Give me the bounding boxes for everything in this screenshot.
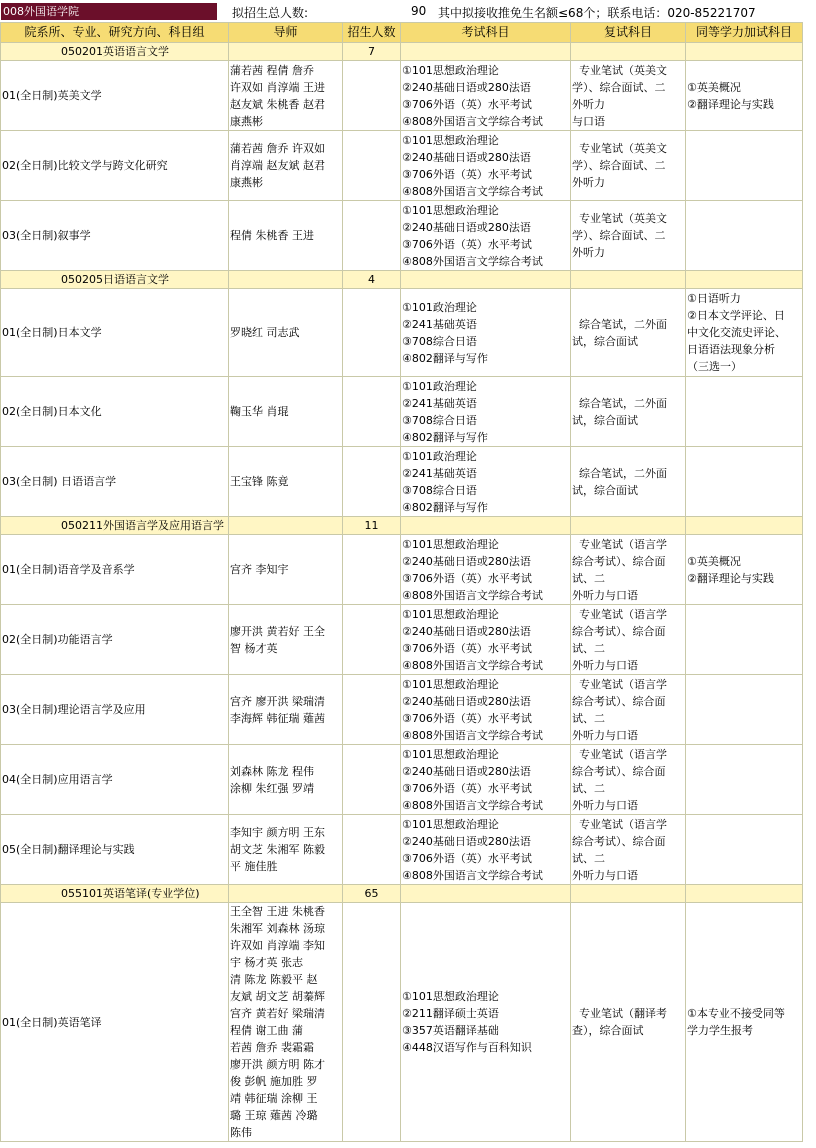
- extra-subjects: [686, 201, 803, 271]
- empty-cell: [229, 885, 343, 903]
- direction-name: 03(全日制) 日语语言学: [1, 447, 229, 517]
- reexam-subjects: 专业笔试（英美文 学）、综合面试、二 外听力: [571, 131, 686, 201]
- empty-cell: [343, 675, 401, 745]
- exam-subjects: ①101政治理论 ②241基础英语 ③708综合日语 ④802翻译与写作: [401, 377, 571, 447]
- empty-cell: [343, 535, 401, 605]
- direction-name: 03(全日制)理论语言学及应用: [1, 675, 229, 745]
- empty-cell: [343, 447, 401, 517]
- extra-subjects: [686, 377, 803, 447]
- exam-subjects: ①101思想政治理论 ②240基础日语或280法语 ③706外语（英）水平考试 ④808外国语言文学综合考试: [401, 201, 571, 271]
- major-row: [1, 271, 803, 289]
- table-body: [1, 43, 803, 1142]
- direction-row: [1, 289, 803, 377]
- extra-subjects: [686, 815, 803, 885]
- empty-cell: [401, 885, 571, 903]
- direction-name: 02(全日制)日本文化: [1, 377, 229, 447]
- direction-row: [1, 903, 803, 1142]
- direction-row: [1, 605, 803, 675]
- empty-cell: [571, 271, 686, 289]
- reexam-subjects: 专业笔试（翻译考 查），综合面试: [571, 903, 686, 1142]
- reexam-subjects: 专业笔试（语言学 综合考试）、综合面 试、二 外听力与口语: [571, 605, 686, 675]
- empty-cell: [229, 517, 343, 535]
- major-row: [1, 517, 803, 535]
- empty-cell: [401, 517, 571, 535]
- exam-subjects: ①101思想政治理论 ②240基础日语或280法语 ③706外语（英）水平考试 ④808外国语言文学综合考试: [401, 605, 571, 675]
- reexam-subjects: 综合笔试，二外面 试，综合面试: [571, 377, 686, 447]
- extra-subjects: [686, 131, 803, 201]
- direction-row: [1, 201, 803, 271]
- col-header-quota: 招生人数: [343, 23, 401, 43]
- empty-cell: [686, 885, 803, 903]
- major-quota: 4: [343, 271, 401, 289]
- direction-row: [1, 535, 803, 605]
- major-code: 050211外国语言学及应用语言学: [1, 517, 229, 535]
- tutor-list: 宫齐 李知宇: [229, 535, 343, 605]
- major-quota: 11: [343, 517, 401, 535]
- empty-cell: [343, 745, 401, 815]
- extra-subjects: ①日语听力 ②日本文学评论、日 中文化交流史评论、 日语语法现象分析 （三选一）: [686, 289, 803, 377]
- tutor-list: 罗晓红 司志武: [229, 289, 343, 377]
- extra-subjects: [686, 447, 803, 517]
- reexam-subjects: 专业笔试（英美文 学）、综合面试、二 外听力: [571, 201, 686, 271]
- exam-subjects: ①101政治理论 ②241基础英语 ③708综合日语 ④802翻译与写作: [401, 289, 571, 377]
- direction-name: 02(全日制)比较文学与跨文化研究: [1, 131, 229, 201]
- col-header-direction: 院系所、专业、研究方向、科目组: [1, 23, 229, 43]
- major-code: 055101英语笔译(专业学位): [1, 885, 229, 903]
- tutor-list: 李知宇 颜方明 王东 胡文芝 朱湘军 陈毅 平 施佳胜: [229, 815, 343, 885]
- empty-cell: [343, 377, 401, 447]
- quota-total: 90: [411, 4, 427, 18]
- direction-name: 02(全日制)功能语言学: [1, 605, 229, 675]
- extra-subjects: [686, 605, 803, 675]
- direction-name: 01(全日制)语音学及音系学: [1, 535, 229, 605]
- tutor-list: 王全智 王进 朱桃香 朱湘军 刘森林 汤琼 许双如 肖淳端 李知 宇 杨才英 张志 清 陈龙 陈毅平 赵 友斌 胡文芝 胡蓁辉 宫齐 黄若好 梁瑞清 程倩 谢工曲 蒲 若茜 詹乔 裴霜霜 廖开洪 颜方明 陈才 俊 彭帆 施加胜 罗 靖 韩征瑞 涂柳 王 璐 王琼 薙茜 冷璐 陈伟: [229, 903, 343, 1142]
- empty-cell: [229, 43, 343, 61]
- exam-subjects: ①101思想政治理论 ②211翻译硕士英语 ③357英语翻译基础 ④448汉语写作与百科知识: [401, 903, 571, 1142]
- direction-row: [1, 815, 803, 885]
- direction-row: [1, 447, 803, 517]
- tutor-list: 鞠玉华 肖琨: [229, 377, 343, 447]
- exam-subjects: ①101思想政治理论 ②240基础日语或280法语 ③706外语（英）水平考试 ④808外国语言文学综合考试: [401, 131, 571, 201]
- tutor-list: 王宝锋 陈竟: [229, 447, 343, 517]
- reexam-subjects: 专业笔试（英美文 学）、综合面试、二 外听力 与口语: [571, 61, 686, 131]
- school-name: 008外国语学院: [1, 3, 217, 20]
- header-row: [1, 23, 803, 43]
- empty-cell: [571, 517, 686, 535]
- extra-subjects: ①本专业不接受同等 学力学生报考: [686, 903, 803, 1142]
- empty-cell: [343, 605, 401, 675]
- col-header-extra: 同等学力加试科目: [686, 23, 803, 43]
- direction-name: 03(全日制)叙事学: [1, 201, 229, 271]
- empty-cell: [571, 43, 686, 61]
- empty-cell: [229, 271, 343, 289]
- major-quota: 65: [343, 885, 401, 903]
- extra-subjects: ①英美概况 ②翻译理论与实践: [686, 535, 803, 605]
- page-header: [0, 0, 816, 22]
- empty-cell: [343, 903, 401, 1142]
- tutor-list: 宫齐 廖开洪 梁瑞清 李海辉 韩征瑞 薙茜: [229, 675, 343, 745]
- exam-subjects: ①101思想政治理论 ②240基础日语或280法语 ③706外语（英）水平考试 ④808外国语言文学综合考试: [401, 745, 571, 815]
- direction-name: 05(全日制)翻译理论与实践: [1, 815, 229, 885]
- empty-cell: [401, 43, 571, 61]
- empty-cell: [571, 885, 686, 903]
- empty-cell: [343, 201, 401, 271]
- quota-note: 其中拟接收推免生名额≤68个；联系电话：020-85221707: [438, 6, 756, 20]
- empty-cell: [686, 271, 803, 289]
- tutor-list: 程倩 朱桃香 王进: [229, 201, 343, 271]
- reexam-subjects: 综合笔试，二外面 试，综合面试: [571, 447, 686, 517]
- direction-name: 01(全日制)日本文学: [1, 289, 229, 377]
- direction-name: 04(全日制)应用语言学: [1, 745, 229, 815]
- exam-subjects: ①101思想政治理论 ②240基础日语或280法语 ③706外语（英）水平考试 ④808外国语言文学综合考试: [401, 675, 571, 745]
- empty-cell: [686, 43, 803, 61]
- empty-cell: [343, 61, 401, 131]
- major-quota: 7: [343, 43, 401, 61]
- extra-subjects: [686, 675, 803, 745]
- col-header-reexam: 复试科目: [571, 23, 686, 43]
- major-code: 050201英语语言文学: [1, 43, 229, 61]
- direction-row: [1, 745, 803, 815]
- col-header-tutor: 导师: [229, 23, 343, 43]
- tutor-list: 蒲若茜 程倩 詹乔 许双如 肖淳端 王进 赵友斌 朱桃香 赵君 康燕彬: [229, 61, 343, 131]
- empty-cell: [686, 517, 803, 535]
- major-row: [1, 43, 803, 61]
- empty-cell: [343, 815, 401, 885]
- quota-label: 拟招生总人数:: [232, 6, 309, 20]
- reexam-subjects: 专业笔试（语言学 综合考试）、综合面 试、二 外听力与口语: [571, 535, 686, 605]
- reexam-subjects: 专业笔试（语言学 综合考试）、综合面 试、二 外听力与口语: [571, 675, 686, 745]
- reexam-subjects: 专业笔试（语言学 综合考试）、综合面 试、二 外听力与口语: [571, 745, 686, 815]
- direction-name: 01(全日制)英语笔译: [1, 903, 229, 1142]
- major-row: [1, 885, 803, 903]
- exam-subjects: ①101思想政治理论 ②240基础日语或280法语 ③706外语（英）水平考试 ④808外国语言文学综合考试: [401, 815, 571, 885]
- reexam-subjects: 综合笔试，二外面 试，综合面试: [571, 289, 686, 377]
- direction-row: [1, 675, 803, 745]
- empty-cell: [343, 131, 401, 201]
- exam-subjects: ①101思想政治理论 ②240基础日语或280法语 ③706外语（英）水平考试 ④808外国语言文学综合考试: [401, 535, 571, 605]
- direction-row: [1, 131, 803, 201]
- exam-subjects: ①101政治理论 ②241基础英语 ③708综合日语 ④802翻译与写作: [401, 447, 571, 517]
- empty-cell: [401, 271, 571, 289]
- exam-subjects: ①101思想政治理论 ②240基础日语或280法语 ③706外语（英）水平考试 ④808外国语言文学综合考试: [401, 61, 571, 131]
- enrollment-table: [0, 22, 803, 1142]
- tutor-list: 廖开洪 黄若好 王全 智 杨才英: [229, 605, 343, 675]
- col-header-exam: 考试科目: [401, 23, 571, 43]
- reexam-subjects: 专业笔试（语言学 综合考试）、综合面 试、二 外听力与口语: [571, 815, 686, 885]
- tutor-list: 刘森林 陈龙 程伟 涂柳 朱红强 罗靖: [229, 745, 343, 815]
- direction-row: [1, 377, 803, 447]
- major-code: 050205日语语言文学: [1, 271, 229, 289]
- extra-subjects: [686, 745, 803, 815]
- tutor-list: 蒲若茜 詹乔 许双如 肖淳端 赵友斌 赵君 康燕彬: [229, 131, 343, 201]
- direction-name: 01(全日制)英美文学: [1, 61, 229, 131]
- empty-cell: [343, 289, 401, 377]
- extra-subjects: ①英美概况 ②翻译理论与实践: [686, 61, 803, 131]
- direction-row: [1, 61, 803, 131]
